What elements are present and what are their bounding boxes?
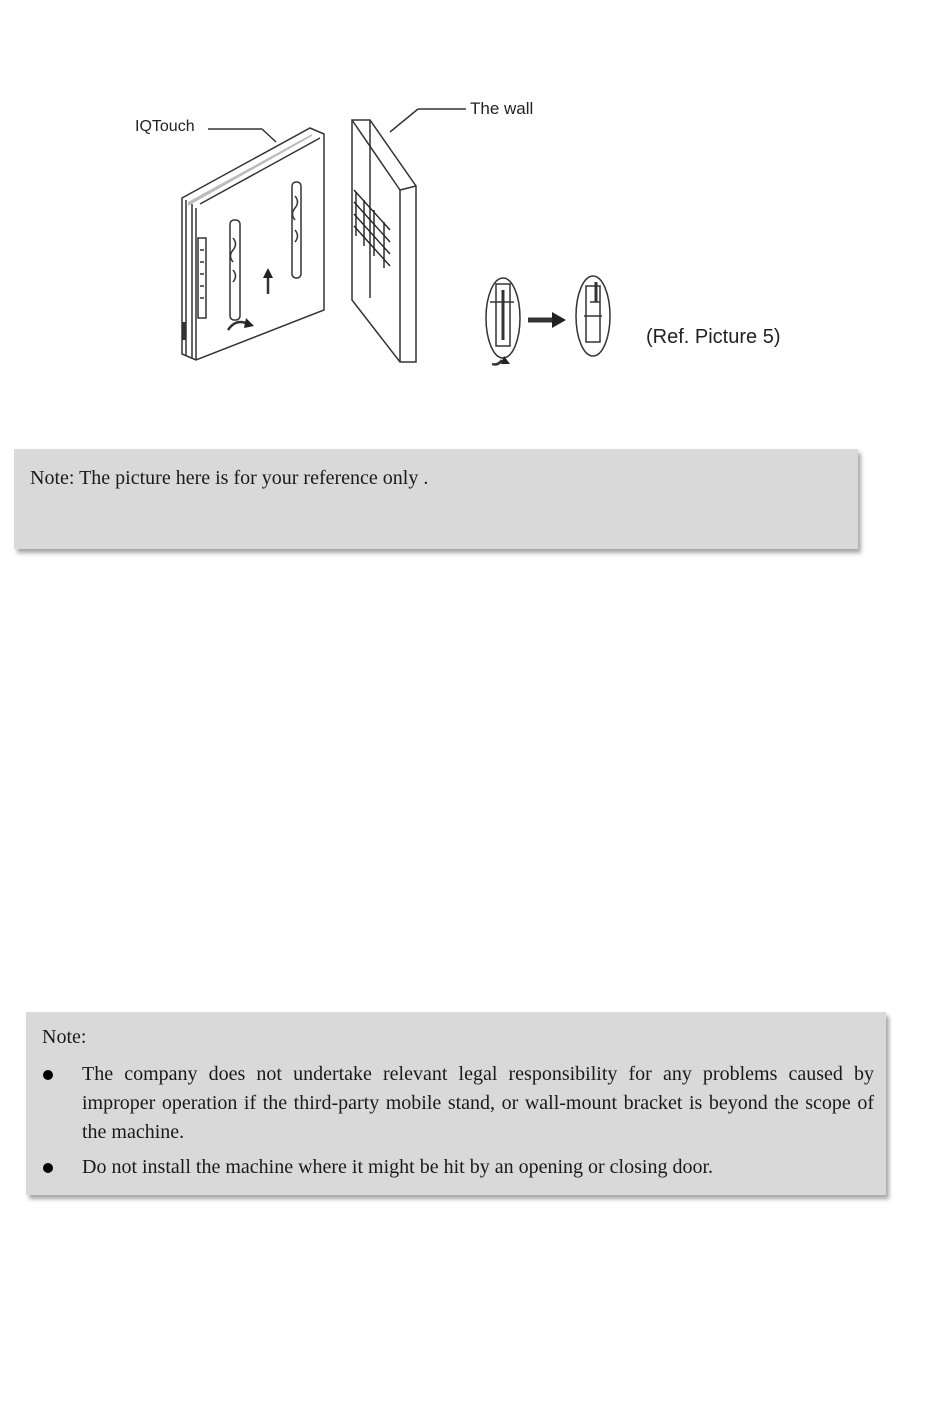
hook-detail-before (486, 278, 520, 365)
legal-note-box (26, 1012, 886, 1195)
iqtouch-panel (182, 128, 324, 360)
reference-label: (Ref. Picture 5) (646, 326, 781, 348)
bullet-icon (43, 1163, 53, 1173)
wall-block (352, 120, 416, 362)
iqtouch-label: IQTouch (135, 118, 195, 135)
list-item-text: The company does not undertake relevant legal responsibility for any problems caused by improper operation if the third-party mobile stand, or wall-mount bracket is beyond the scope of the machine. (82, 1063, 874, 1143)
hook-detail-after (576, 276, 610, 356)
legal-note-list (40, 1060, 874, 1188)
bullet-icon (43, 1070, 53, 1080)
legal-note-title: Note: (42, 1026, 87, 1048)
list-item (40, 1153, 874, 1182)
reference-note-text: Note: The picture here is for your reference only . (30, 467, 429, 489)
wall-mount-illustration (100, 90, 840, 390)
wall-label: The wall (470, 99, 534, 118)
reference-note-box (14, 449, 858, 549)
list-item (40, 1060, 874, 1147)
list-item-text: Do not install the machine where it might be hit by an opening or closing door. (82, 1156, 713, 1178)
